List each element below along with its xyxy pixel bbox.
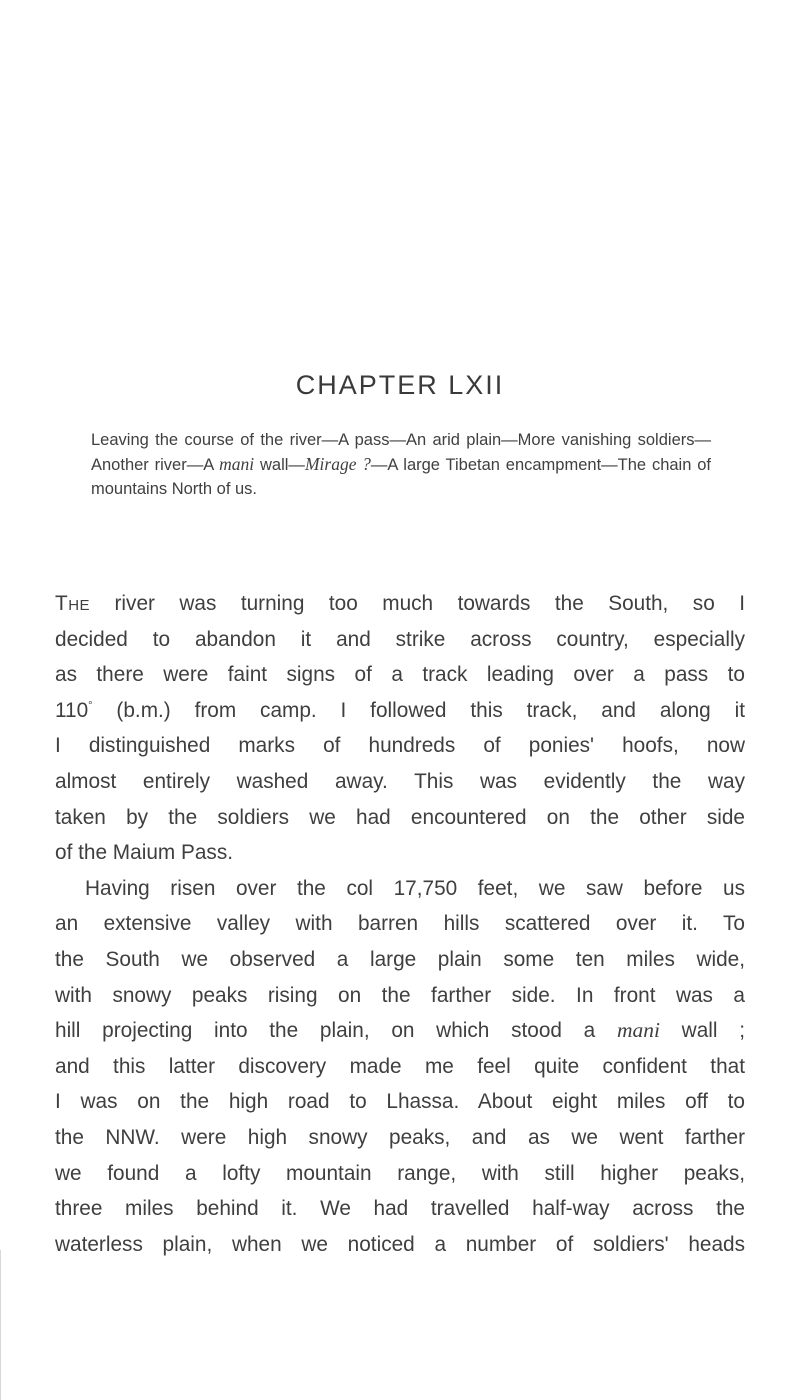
- paragraph-2-line-11: waterless plain, when we noticed a number of soldiers' heads: [55, 1232, 745, 1256]
- paragraph-1-line-1-rest: river was turning too much towards the South, so I: [90, 592, 745, 615]
- paragraph-2-line-3: the South we observed a large plain some ten miles wide,: [55, 947, 745, 971]
- paragraph-2-line-5: [55, 1013, 745, 1049]
- paragraph-2-line-9: we found a lofty mountain range, with still higher peaks,: [55, 1161, 745, 1185]
- italic-mani: mani: [616, 1018, 660, 1043]
- degree-sign: °: [88, 699, 93, 712]
- paragraph-1-line-4: [55, 693, 745, 729]
- bearing-number: 110: [55, 698, 89, 722]
- paragraph-2-line-10: three miles behind it. We had travelled half-way across the: [55, 1197, 745, 1221]
- paragraph-1-line-5: I distinguished marks of hundreds of ponies' hoofs, now: [55, 734, 745, 758]
- synopsis-text-1: Leaving the course of the river—A pass—An arid plain—More vanishing soldiers—Another river—A: [91, 431, 711, 474]
- paragraph-1-line-3: as there were faint signs of a track leading over a pass to: [55, 663, 745, 687]
- paragraph-1-line-4-rest: (b.m.) from camp. I followed this track, and along it: [92, 698, 745, 722]
- paragraph-2-line-5-post: wall ;: [659, 1019, 745, 1043]
- paragraph-1-line-6: almost entirely washed away. This was evidently the way: [55, 769, 745, 793]
- paragraph-2-line-4: with snowy peaks rising on the farther side. In front was a: [55, 983, 745, 1007]
- paragraph-1-line-1: [55, 586, 745, 622]
- paragraph-2-line-7: I was on the high road to Lhassa. About eight miles off to: [55, 1090, 745, 1114]
- paragraph-1-line-8: of the Maium Pass.: [55, 841, 234, 865]
- paragraph-2: [55, 871, 745, 1263]
- paragraph-2-line-8: the NNW. were high snowy peaks, and as we went farther: [55, 1125, 745, 1149]
- paragraph-2-line-1: Having risen over the col 17,750 feet, we saw before us: [85, 876, 745, 900]
- synopsis-text-2: wall—: [254, 455, 305, 474]
- paragraph-1-line-2: decided to abandon it and strike across country, especially: [55, 627, 745, 651]
- paragraph-2-line-5-pre: hill projecting into the plain, on which stood a: [55, 1019, 617, 1043]
- synopsis-italic-mani: mani: [219, 453, 255, 474]
- paragraph-lead-word: The: [55, 592, 91, 615]
- paragraph-1-line-7: taken by the soldiers we had encountered on the other side: [55, 805, 745, 829]
- body-text: [55, 586, 745, 1262]
- paragraph-2-line-6: and this latter discovery made me feel quite confident that: [55, 1054, 745, 1078]
- paragraph-1: [55, 586, 745, 871]
- page-edge-mark: [0, 1250, 1, 1400]
- paragraph-2-line-2: an extensive valley with barren hills scattered over it. To: [55, 912, 745, 936]
- synopsis-italic-mirage: Mirage ?: [304, 453, 371, 474]
- synopsis-text-3: —A large Tibetan encampment—The chain of mountains North of us.: [91, 455, 711, 498]
- chapter-synopsis: [91, 429, 711, 501]
- chapter-heading: CHAPTER LXII: [295, 370, 505, 400]
